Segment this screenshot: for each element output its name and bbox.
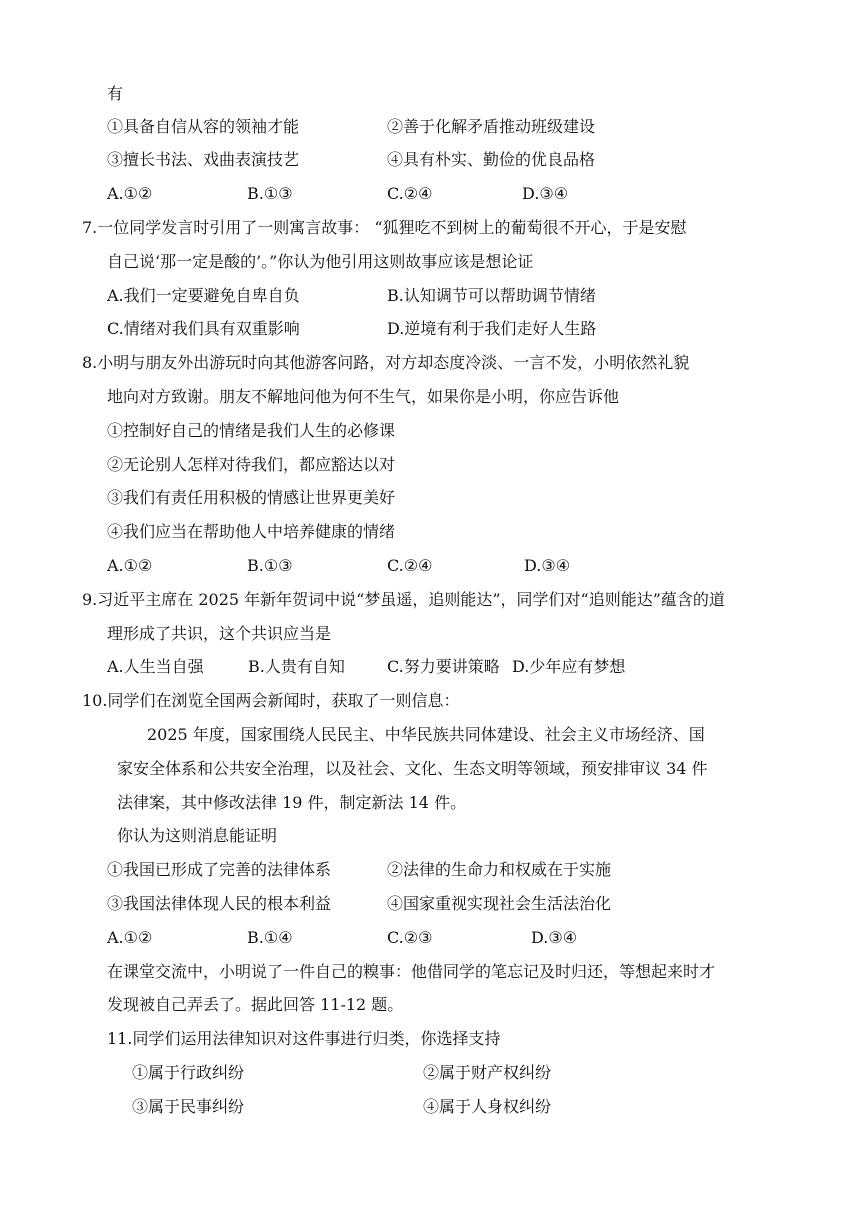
q11-item-1: ①属于行政纠纷: [132, 1063, 245, 1082]
intro-11-12-line-1: 在课堂交流中，小明说了一件自己的糗事：他借同学的笔忘记及时归还，等想起来时才: [107, 962, 716, 981]
q9-stem-line-2: 理形成了共识，这个共识应当是: [107, 624, 332, 643]
q10-material-line-3: 法律案，其中修改法律 19 件，制定新法 14 件。: [117, 793, 467, 812]
q10-option-d: D.③④: [531, 928, 578, 947]
q9-option-b: B.人贵有自知: [248, 657, 345, 676]
q8-item-1: ①控制好自己的情绪是我们人生的必修课: [107, 421, 396, 440]
q10-option-c: C.②③: [387, 928, 433, 947]
q10-option-b: B.①④: [247, 928, 293, 947]
q6-item-1: ①具备自信从容的领袖才能: [107, 117, 300, 136]
q10-material-line-2: 家安全体系和公共安全治理，以及社会、文化、生态文明等领域，预安排审议 34 件: [117, 759, 708, 778]
q6-item-3: ③擅长书法、戏曲表演技艺: [107, 150, 300, 169]
q8-option-d: D.③④: [524, 556, 571, 575]
q11-item-3: ③属于民事纠纷: [132, 1097, 245, 1116]
q6-option-d: D.③④: [522, 184, 569, 203]
q10-item-2: ②法律的生命力和权威在于实施: [387, 860, 612, 879]
q9-option-c: C.努力要讲策略: [387, 657, 500, 676]
q8-item-4: ④我们应当在帮助他人中培养健康的情绪: [107, 522, 396, 541]
q10-item-4: ④国家重视实现社会生活法治化: [387, 894, 612, 913]
q6-item-2: ②善于化解矛盾推动班级建设: [387, 117, 596, 136]
intro-11-12-line-2: 发现被自己弄丢了。据此回答 11-12 题。: [107, 995, 404, 1014]
q10-option-a: A.①②: [107, 928, 153, 947]
q8-option-a: A.①②: [107, 556, 153, 575]
q6-item-4: ④具有朴实、勤俭的优良品格: [387, 150, 596, 169]
q6-stem-tail: 有: [107, 84, 124, 103]
q8-stem-line-2: 地向对方致谢。朋友不解地问他为何不生气，如果你是小明，你应告诉他: [107, 387, 620, 406]
q7-stem-line-2: 自己说‘那一定是酸的’。”你认为他引用这则故事应该是想论证: [107, 252, 534, 271]
q7-stem-line-1: 7.一位同学发言时引用了一则寓言故事： “狐狸吃不到树上的葡萄很不开心，于是安慰: [82, 218, 687, 237]
q7-option-c: C.情绪对我们具有双重影响: [107, 319, 300, 338]
q10-question: 你认为这则消息能证明: [117, 826, 278, 845]
q10-item-3: ③我国法律体现人民的根本利益: [107, 894, 332, 913]
q7-option-a: A.我们一定要避免自卑自负: [107, 286, 300, 305]
q9-option-d: D.少年应有梦想: [512, 657, 626, 676]
q11-stem: 11.同学们运用法律知识对这件事进行归类，你选择支持: [107, 1029, 501, 1048]
q9-option-a: A.人生当自强: [107, 657, 204, 676]
q8-item-3: ③我们有责任用积极的情感让世界更美好: [107, 488, 396, 507]
q6-option-a: A.①②: [107, 184, 153, 203]
q8-option-b: B.①③: [247, 556, 293, 575]
q8-option-c: C.②④: [387, 556, 433, 575]
q9-stem-line-1: 9.习近平主席在 2025 年新年贺词中说“梦虽遥，追则能达”，同学们对“追则能达”蕴含的道: [82, 590, 725, 609]
q7-option-d: D.逆境有利于我们走好人生路: [387, 319, 597, 338]
q10-stem: 10.同学们在浏览全国两会新闻时，获取了一则信息：: [82, 691, 460, 710]
q8-item-2: ②无论别人怎样对待我们，都应豁达以对: [107, 455, 396, 474]
q10-item-1: ①我国已形成了完善的法律体系: [107, 860, 332, 879]
q10-material-line-1: 2025 年度，国家围绕人民民主、中华民族共同体建设、社会主义市场经济、国: [147, 725, 705, 744]
q6-option-b: B.①③: [247, 184, 293, 203]
q11-item-2: ②属于财产权纠纷: [423, 1063, 552, 1082]
q8-stem-line-1: 8.小明与朋友外出游玩时向其他游客问路，对方却态度冷淡、一言不发，小明依然礼貌: [82, 353, 690, 372]
q6-option-c: C.②④: [387, 184, 433, 203]
q11-item-4: ④属于人身权纠纷: [423, 1097, 552, 1116]
q7-option-b: B.认知调节可以帮助调节情绪: [387, 286, 596, 305]
